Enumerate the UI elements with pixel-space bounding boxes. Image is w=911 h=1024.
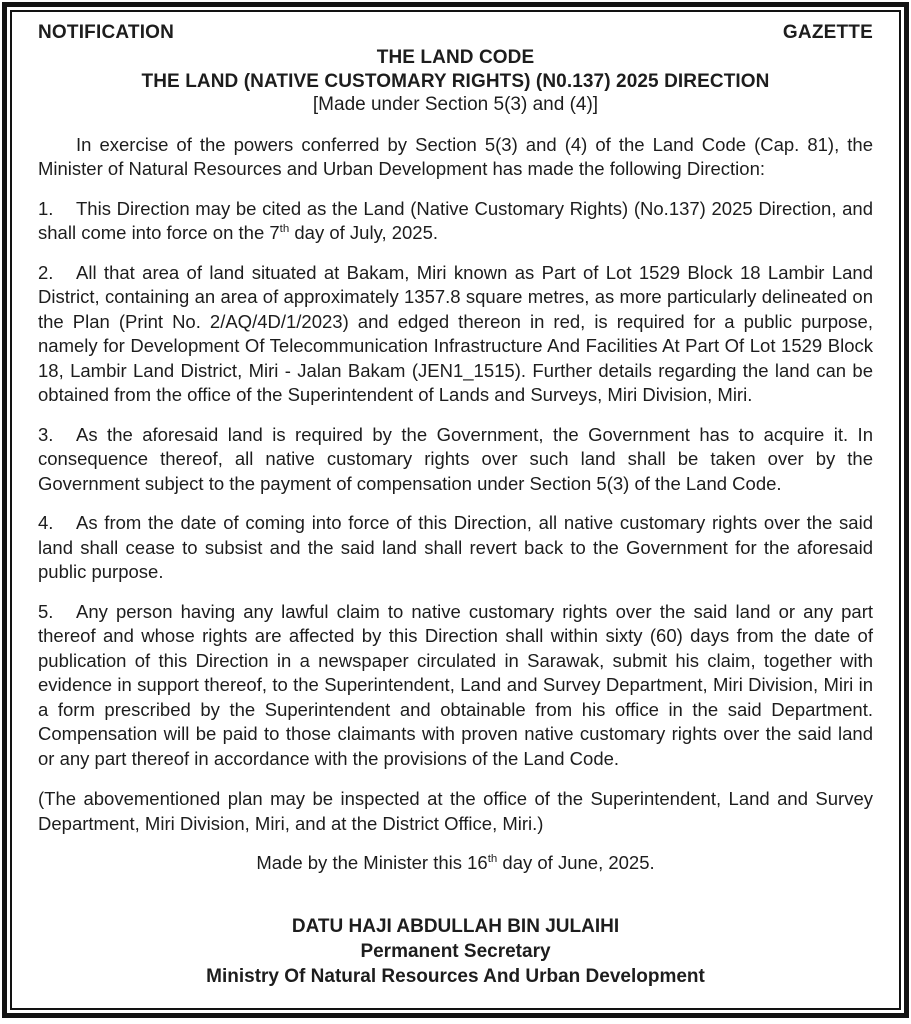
clause-5 xyxy=(38,600,873,772)
inner-border-frame xyxy=(10,10,901,1010)
made-line-text-continued: day of June, 2025. xyxy=(497,852,655,873)
clause-2-text: All that area of land situated at Bakam, Miri known as Part of Lot 1529 Block 18 Lambir Land District, containing an area of approximately 1357.8 square metres, as more particularly delineated on the Plan (Print No. 2/AQ/4D/1/2023) and edged thereon in red, is required for a public purpose, namely for Development Of Telecommunication Infrastructure And Facilities At Part Of Lot 1529 Block 18, Lambir Land District, Miri - Jalan Bakam (JEN1_1515). Further details regarding the land can be obtained from the office of the Superintendent of Lands and Surveys, Miri Division, Miri. xyxy=(38,261,873,405)
signature-block xyxy=(38,914,873,989)
clause-3 xyxy=(38,423,873,497)
clause-3-text: As the aforesaid land is required by the Government, the Government has to acquire it. In consequence thereof, all native customary rights over such land shall be taken over by the Government subject to the payment of compensation under Section 5(3) of the Land Code. xyxy=(38,423,873,494)
made-line-ordinal-suffix: th xyxy=(487,852,498,865)
made-line-text: Made by the Minister this 16 xyxy=(256,852,488,873)
document-subtitle-made-under: [Made under Section 5(3) and (4)] xyxy=(312,94,599,115)
clause-5-text: Any person having any lawful claim to native customary rights over the said land or any part thereof and whose rights are affected by this Direction shall within sixty (60) days from the date of publication of this Direction in a newspaper circulated in Sarawak, submit his claim, together with evidence in support thereof, to the Superintendent, Land and Survey Department, Miri Division, Miri in a form prescribed by the Superintendent and obtainable from his office in the said Department. Compensation will be paid to those claimants with proven native customary rights over the said land or any part thereof in accordance with the provisions of the Land Code. xyxy=(38,600,873,769)
intro-paragraph: In exercise of the powers conferred by Section 5(3) and (4) of the Land Code (Cap. 81), the Minister of Natural Resources and Urban Development has made the following Direction: xyxy=(38,133,873,179)
masthead xyxy=(38,22,873,44)
clause-1-text-continued: day of July, 2025. xyxy=(289,222,439,243)
made-by-minister-line xyxy=(38,851,873,876)
clause-5-number: 5. xyxy=(38,600,54,622)
clause-4-number: 4. xyxy=(38,512,54,533)
clause-1-number: 1. xyxy=(38,197,54,219)
outer-border-frame xyxy=(2,2,909,1018)
masthead-notification-label: NOTIFICATION xyxy=(38,22,175,43)
clause-3-number: 3. xyxy=(38,423,54,445)
clause-2 xyxy=(38,261,873,408)
masthead-gazette-label: GAZETTE xyxy=(782,22,873,43)
document-title-direction: THE LAND (NATIVE CUSTOMARY RIGHTS) (N0.137) 2025 DIRECTION xyxy=(141,70,770,92)
plan-inspection-note: (The abovementioned plan may be inspected at the office of the Superintendent, Land and Survey Department, Miri Division, Miri, and at the District Office, Miri.) xyxy=(38,788,873,834)
clause-4 xyxy=(38,511,873,585)
document-title-code: THE LAND CODE xyxy=(376,47,535,68)
clause-1 xyxy=(38,197,873,246)
signatory-ministry: Ministry Of Natural Resources And Urban Development xyxy=(206,965,705,987)
clause-2-number: 2. xyxy=(38,261,54,283)
document-body xyxy=(38,133,873,989)
clause-1-text: This Direction may be cited as the Land (Native Customary Rights) (No.137) 2025 Direction, and shall come into force on the 7 xyxy=(38,197,873,243)
signatory-title: Permanent Secretary xyxy=(360,940,551,962)
title-block xyxy=(38,46,873,117)
clause-1-ordinal-suffix: th xyxy=(279,222,290,235)
signatory-name: DATU HAJI ABDULLAH BIN JULAIHI xyxy=(291,915,620,937)
clause-4-text: As from the date of coming into force of this Direction, all native customary rights over the said land shall cease to subsist and the said land shall revert back to the Government for the aforesaid public purpose. xyxy=(38,512,873,582)
